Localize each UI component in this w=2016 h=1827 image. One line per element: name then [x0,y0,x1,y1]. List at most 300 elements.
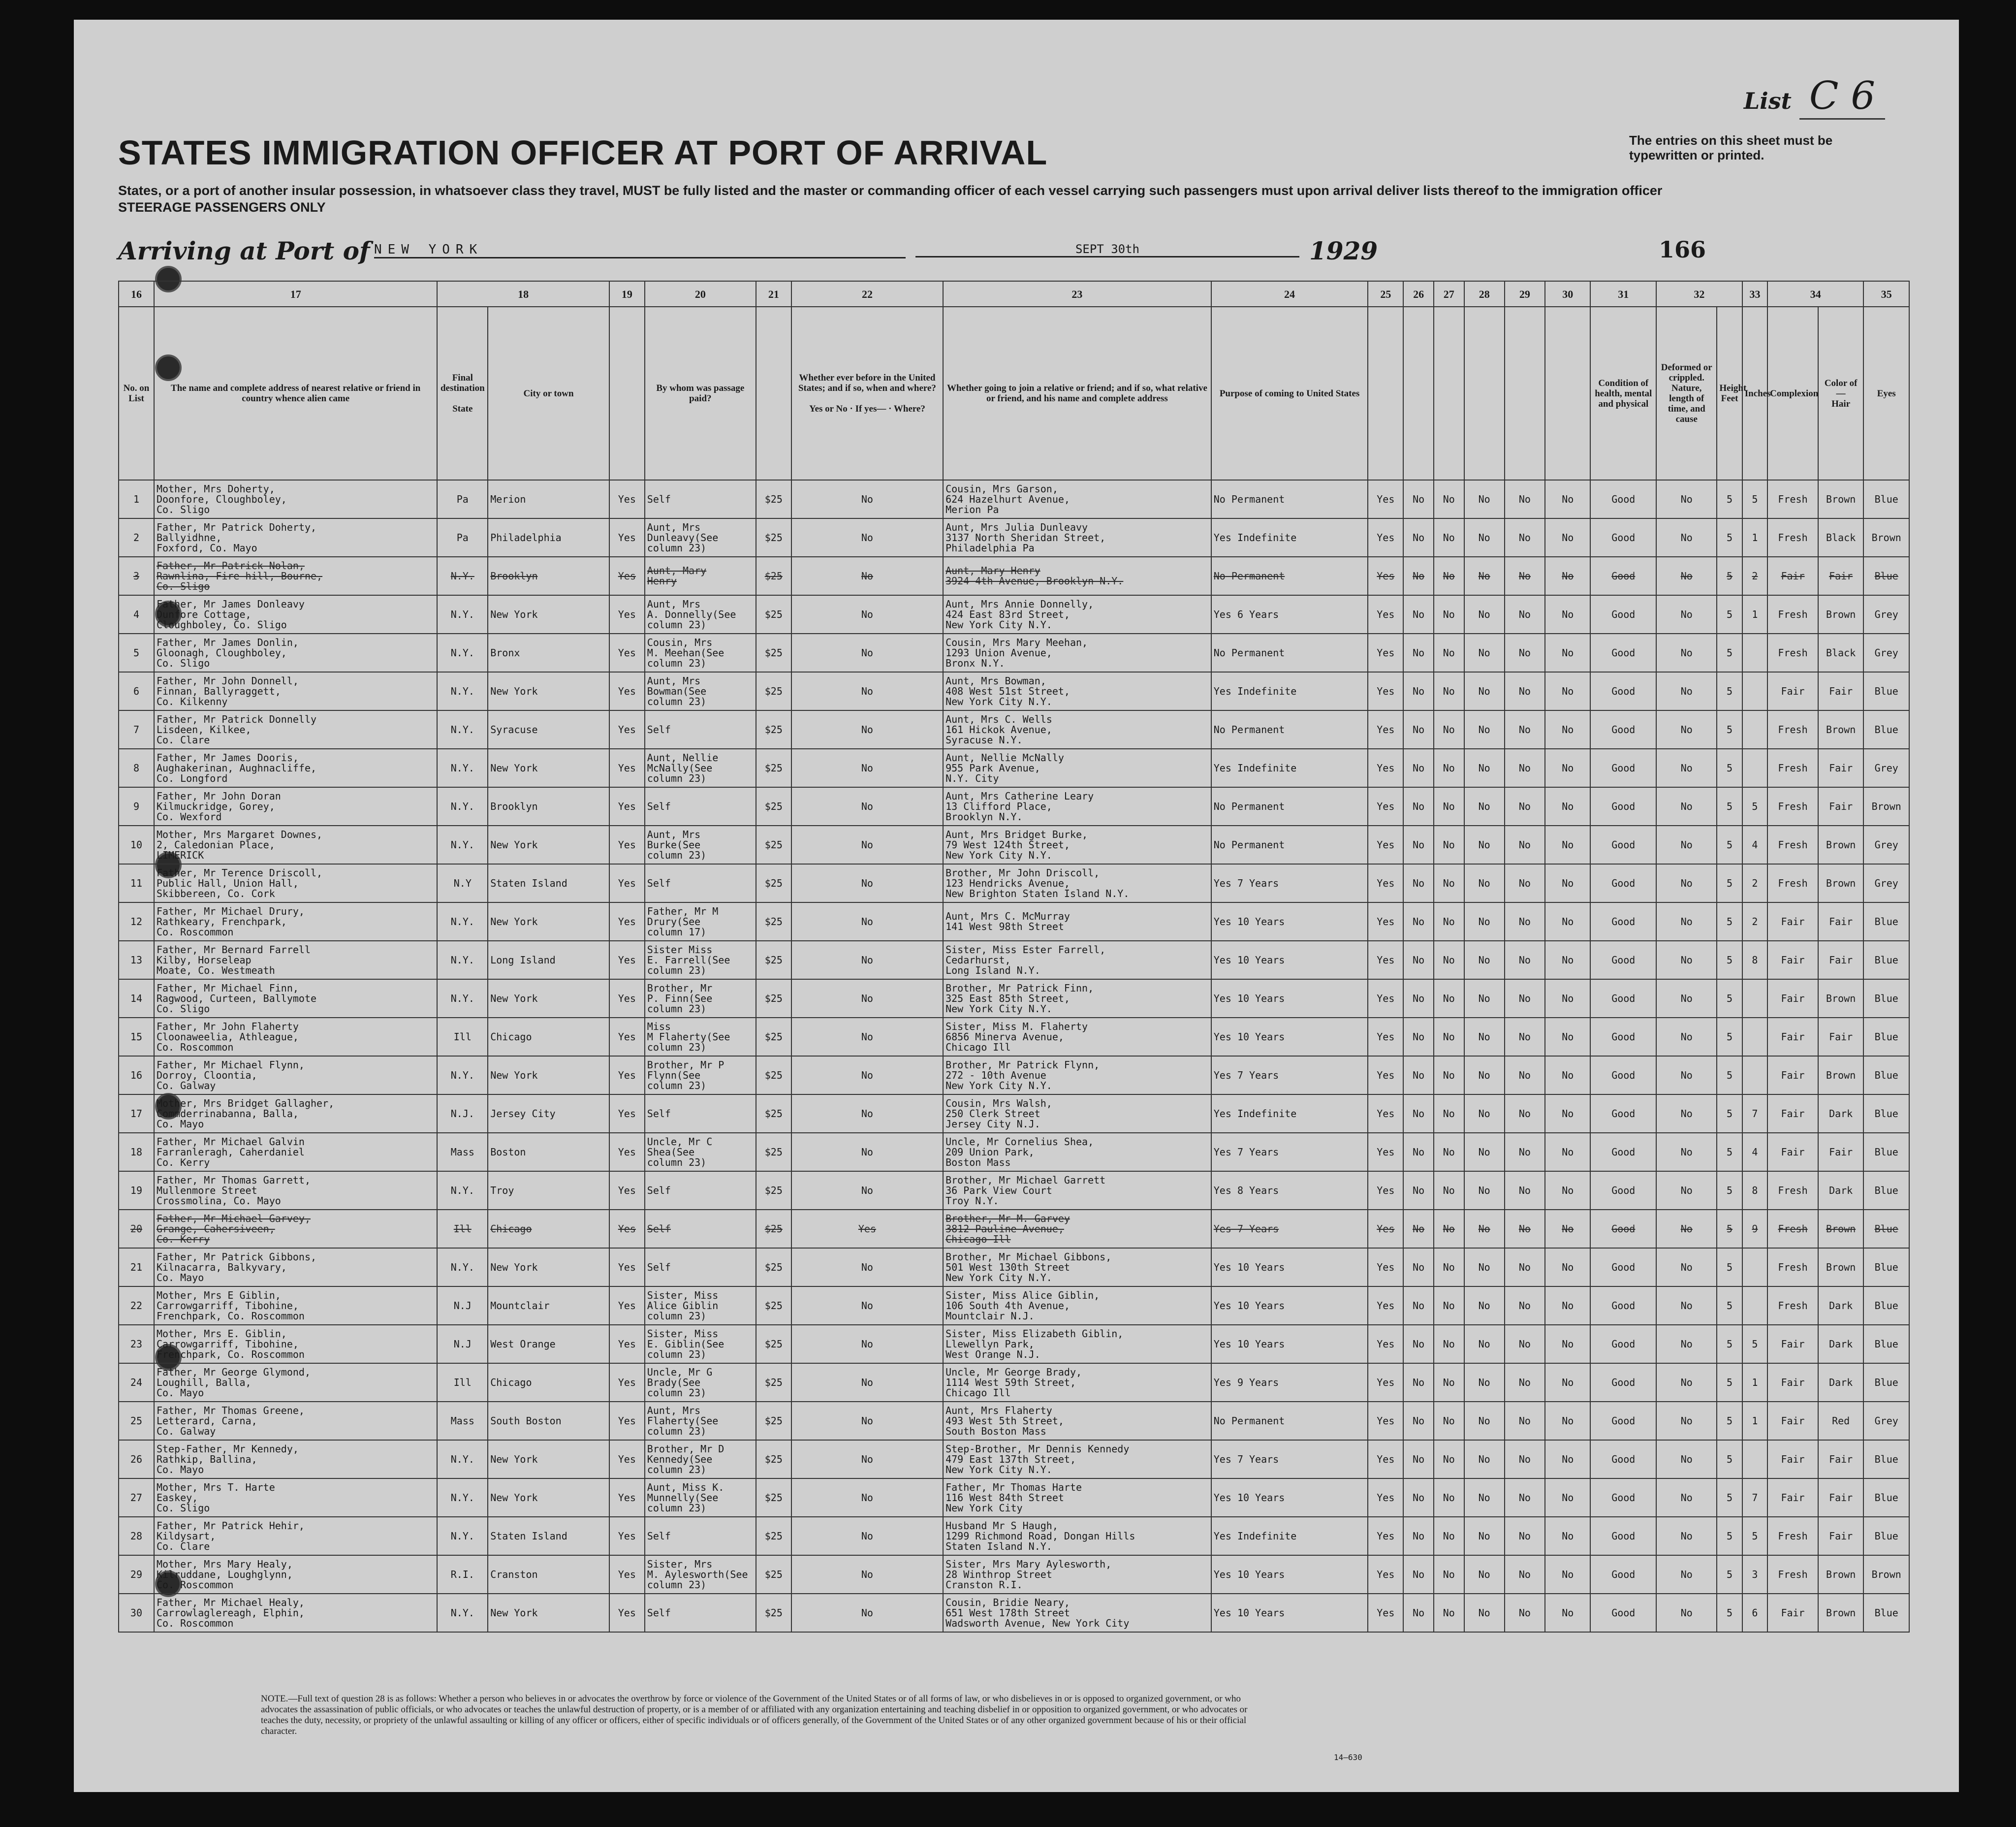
cell-hair: Brown [1818,1594,1863,1632]
cell-c27: No [1434,1594,1464,1632]
cell-no: 5 [119,634,154,672]
cell-intend: Yes [1213,1030,1231,1043]
cell-before: No [791,1478,943,1517]
cell-eyes: Blue [1863,557,1909,595]
cell-deformed: No [1656,864,1717,902]
cell-citizen: Yes [1368,1210,1403,1248]
cell-feet: 5 [1717,1056,1742,1094]
cell-city: Long Island [488,941,609,979]
cell-c27: No [1434,1094,1464,1133]
cell-join: Cousin, Mrs Garson, 624 Hazelhurt Avenue, Merion Pa [943,480,1211,518]
cell-hair: Fair [1818,557,1863,595]
cell-deformed: No [1656,1517,1717,1555]
cell-hair: Fair [1818,941,1863,979]
cell-inches [1742,672,1767,710]
cell-c29: No [1505,1210,1545,1248]
cell-c28: No [1464,787,1505,826]
cell-hair: Brown [1818,979,1863,1018]
cell-c30: No [1545,979,1590,1018]
cell-c29: No [1505,1018,1545,1056]
cell-c26: No [1403,941,1434,979]
cell-state: N.Y. [437,1440,488,1478]
cell-purpose [1211,979,1368,1018]
cell-city: New York [488,749,609,787]
cell-no: 30 [119,1594,154,1632]
cell-health: Good [1590,1402,1656,1440]
cell-length: Permanent [1231,493,1285,505]
cell-before: No [791,1555,943,1594]
cell-c29: No [1505,1133,1545,1171]
cell-c26: No [1403,864,1434,902]
cell-relative: Father, Mr James Donlin, Gloonagh, Cloughboley, Co. Sligo [154,634,438,672]
cell-city: New York [488,979,609,1018]
cell-c27: No [1434,1210,1464,1248]
cell-deformed: No [1656,1210,1717,1248]
cell-c30: No [1545,480,1590,518]
cell-state: Ill [437,1363,488,1402]
cell-purpose [1211,1210,1368,1248]
cell-no: 16 [119,1056,154,1094]
cell-intend: No [1213,646,1226,659]
cell-purpose [1211,1402,1368,1440]
instructions-text: States, or a port of another insular possession, in whatsoever class they travel, MUST be fully listed and the master or commanding officer of each vessel carrying such passengers must upon arrival deliver lists thereof to the immigration officer [118,183,1663,198]
cell-inches: 1 [1742,595,1767,634]
cell-c26: No [1403,1517,1434,1555]
cell-relative: Father, Mr Patrick Gibbons, Kilnacarra, Balkyvary, Co. Mayo [154,1248,438,1286]
cell-citizen: Yes [1368,595,1403,634]
cell-feet: 5 [1717,1478,1742,1517]
cell-purpose [1211,557,1368,595]
cell-ticket: Yes [609,1248,645,1286]
cell-health: Good [1590,634,1656,672]
cell-c30: No [1545,1363,1590,1402]
cell-money: $25 [756,941,791,979]
cell-intend: Yes [1213,1184,1231,1196]
cell-citizen: Yes [1368,1248,1403,1286]
cell-c30: No [1545,1286,1590,1325]
cell-before: No [791,1171,943,1210]
cell-inches [1742,979,1767,1018]
table-row [119,1325,1909,1363]
port-name: NEW YORK [374,242,906,258]
cell-relative: Father, Mr George Glymond, Loughill, Balla, Co. Mayo [154,1363,438,1402]
cell-purpose [1211,1018,1368,1056]
cell-intend: Yes [1213,685,1231,697]
cell-c26: No [1403,1325,1434,1363]
cell-eyes: Blue [1863,1094,1909,1133]
cell-paid: Self [645,710,756,749]
cell-paid: Aunt, Mrs Bowman(See column 23) [645,672,756,710]
cell-money: $25 [756,1325,791,1363]
cell-complexion: Fair [1767,979,1818,1018]
cell-no: 29 [119,1555,154,1594]
cell-join: Uncle, Mr George Brady, 1114 West 59th Street, Chicago Ill [943,1363,1211,1402]
cell-hair: Fair [1818,1133,1863,1171]
cell-feet: 5 [1717,634,1742,672]
cell-length: 10 Years [1237,954,1285,966]
cell-c30: No [1545,1440,1590,1478]
cell-c28: No [1464,1440,1505,1478]
cell-c29: No [1505,1517,1545,1555]
cell-c27: No [1434,902,1464,941]
cell-before: Yes [791,1210,943,1248]
cell-ticket: Yes [609,1402,645,1440]
cell-length: Indefinite [1237,762,1297,774]
cell-health: Good [1590,1056,1656,1094]
cell-join: Aunt, Mrs Annie Donnelly, 424 East 83rd Street, New York City N.Y. [943,595,1211,634]
cell-feet: 5 [1717,1133,1742,1171]
cell-join: Husband Mr S Haugh, 1299 Richmond Road, Dongan Hills Staten Island N.Y. [943,1517,1211,1555]
cell-purpose [1211,826,1368,864]
cell-complexion: Fresh [1767,864,1818,902]
cell-paid: Self [645,1171,756,1210]
cell-no: 21 [119,1248,154,1286]
cell-c27: No [1434,1478,1464,1517]
cell-money: $25 [756,595,791,634]
cell-intend: Yes [1213,1107,1231,1120]
instructions [118,182,1673,216]
cell-c30: No [1545,1133,1590,1171]
cell-city: New York [488,902,609,941]
cell-inches: 8 [1742,1171,1767,1210]
cell-money: $25 [756,1018,791,1056]
cell-purpose [1211,1478,1368,1517]
cell-complexion: Fresh [1767,749,1818,787]
cell-money: $25 [756,1402,791,1440]
typewritten-note: The entries on this sheet must be typewritten or printed. [1629,133,1833,162]
cell-feet: 5 [1717,979,1742,1018]
cell-c26: No [1403,710,1434,749]
cell-c28: No [1464,710,1505,749]
cell-feet: 5 [1717,1555,1742,1594]
cell-c30: No [1545,672,1590,710]
cell-length: 10 Years [1237,1030,1285,1043]
cell-ticket: Yes [609,1286,645,1325]
cell-no: 26 [119,1440,154,1478]
cell-c28: No [1464,672,1505,710]
cell-c30: No [1545,1056,1590,1094]
table-row [119,480,1909,518]
cell-ticket: Yes [609,1555,645,1594]
cell-length: 10 Years [1237,992,1285,1004]
table-row [119,1094,1909,1133]
cell-paid: Self [645,1248,756,1286]
cell-c28: No [1464,1286,1505,1325]
cell-state: N.Y. [437,902,488,941]
cell-relative: Father, Mr Patrick Donnelly Lisdeen, Kilkee, Co. Clare [154,710,438,749]
cell-relative: Father, Mr John Donnell, Finnan, Ballyraggett, Co. Kilkenny [154,672,438,710]
cell-citizen: Yes [1368,1286,1403,1325]
cell-c28: No [1464,864,1505,902]
cell-deformed: No [1656,480,1717,518]
cell-health: Good [1590,595,1656,634]
cell-relative: Father, Mr Michael Galvin Farranleragh, Caherdaniel Co. Kerry [154,1133,438,1171]
cell-health: Good [1590,826,1656,864]
cell-before: No [791,902,943,941]
cell-before: No [791,979,943,1018]
cell-ticket: Yes [609,1517,645,1555]
cell-citizen: Yes [1368,1018,1403,1056]
cell-ticket: Yes [609,1018,645,1056]
column-number: 25 [1368,281,1403,307]
cell-feet: 5 [1717,787,1742,826]
cell-health: Good [1590,1517,1656,1555]
cell-join: Aunt, Mrs Bridget Burke, 79 West 124th Street, New York City N.Y. [943,826,1211,864]
cell-inches [1742,1286,1767,1325]
cell-city: New York [488,1594,609,1632]
cell-feet: 5 [1717,595,1742,634]
cell-intend: No [1213,1414,1226,1427]
cell-money: $25 [756,787,791,826]
cell-inches: 3 [1742,1555,1767,1594]
cell-join: Aunt, Mrs Flaherty 493 West 5th Street, South Boston Mass [943,1402,1211,1440]
cell-citizen: Yes [1368,1171,1403,1210]
cell-deformed: No [1656,518,1717,557]
cell-eyes: Blue [1863,1210,1909,1248]
cell-c26: No [1403,902,1434,941]
cell-c26: No [1403,672,1434,710]
cell-money: $25 [756,480,791,518]
cell-join: Step-Brother, Mr Dennis Kennedy 479 East 137th Street, New York City N.Y. [943,1440,1211,1478]
cell-c29: No [1505,1171,1545,1210]
cell-deformed: No [1656,710,1717,749]
table-row [119,1248,1909,1286]
cell-c28: No [1464,1363,1505,1402]
cell-c26: No [1403,1248,1434,1286]
cell-c30: No [1545,941,1590,979]
cell-complexion: Fair [1767,941,1818,979]
cell-inches [1742,1018,1767,1056]
cell-health: Good [1590,710,1656,749]
cell-c26: No [1403,1594,1434,1632]
cell-feet: 5 [1717,480,1742,518]
table-row [119,1440,1909,1478]
cell-feet: 5 [1717,1171,1742,1210]
cell-health: Good [1590,1018,1656,1056]
cell-health: Good [1590,518,1656,557]
cell-before: No [791,1286,943,1325]
cell-relative: Father, Mr Terence Driscoll, Public Hall, Union Hall, Skibbereen, Co. Cork [154,864,438,902]
table-row [119,979,1909,1018]
cell-state: Mass [437,1402,488,1440]
cell-complexion: Fresh [1767,595,1818,634]
cell-length: Permanent [1231,723,1285,736]
cell-city: Chicago [488,1210,609,1248]
cell-paid: Self [645,1094,756,1133]
cell-join: Sister, Miss Elizabeth Giblin, Llewellyn Park, West Orange N.J. [943,1325,1211,1363]
cell-c28: No [1464,749,1505,787]
cell-c27: No [1434,595,1464,634]
cell-feet: 5 [1717,1594,1742,1632]
cell-money: $25 [756,1210,791,1248]
cell-c29: No [1505,749,1545,787]
header-complexion: Complexion [1767,307,1818,480]
cell-c26: No [1403,1440,1434,1478]
cell-ticket: Yes [609,902,645,941]
cell-health: Good [1590,672,1656,710]
cell-complexion: Fair [1767,1594,1818,1632]
cell-inches [1742,1440,1767,1478]
cell-c30: No [1545,826,1590,864]
cell-deformed: No [1656,672,1717,710]
cell-health: Good [1590,1210,1656,1248]
cell-complexion: Fresh [1767,634,1818,672]
cell-eyes: Grey [1863,595,1909,634]
cell-c26: No [1403,1363,1434,1402]
cell-feet: 5 [1717,1325,1742,1363]
cell-state: Pa [437,480,488,518]
cell-ticket: Yes [609,1210,645,1248]
cell-state: Mass [437,1133,488,1171]
cell-money: $25 [756,710,791,749]
cell-c29: No [1505,634,1545,672]
cell-eyes: Blue [1863,1440,1909,1478]
table-row [119,749,1909,787]
column-number: 24 [1211,281,1368,307]
cell-eyes: Grey [1863,749,1909,787]
cell-eyes: Blue [1863,1171,1909,1210]
cell-inches: 2 [1742,902,1767,941]
table-row [119,1594,1909,1632]
cell-deformed: No [1656,1171,1717,1210]
cell-relative: Father, Mr Thomas Garrett, Mullenmore Street Crossmolina, Co. Mayo [154,1171,438,1210]
cell-purpose [1211,480,1368,518]
cell-deformed: No [1656,941,1717,979]
header-joining: Whether going to join a relative or friend; and if so, what relative or friend, and his name and complete address [943,307,1211,480]
page-title: STATES IMMIGRATION OFFICER AT PORT OF ARRIVAL [118,133,1048,172]
cell-purpose [1211,595,1368,634]
cell-c27: No [1434,557,1464,595]
cell-no: 22 [119,1286,154,1325]
cell-relative: Step-Father, Mr Kennedy, Rathkip, Ballina, Co. Mayo [154,1440,438,1478]
cell-length: Permanent [1231,800,1285,812]
header-c29 [1505,307,1545,480]
list-number [1744,74,1885,118]
cell-c26: No [1403,1478,1434,1517]
cell-c27: No [1434,634,1464,672]
cell-c28: No [1464,1325,1505,1363]
cell-no: 9 [119,787,154,826]
cell-state: N.Y. [437,1478,488,1517]
cell-ticket: Yes [609,518,645,557]
cell-deformed: No [1656,1133,1717,1171]
cell-c26: No [1403,1018,1434,1056]
cell-join: Brother, Mr Michael Gibbons, 501 West 130th Street New York City N.Y. [943,1248,1211,1286]
cell-deformed: No [1656,1286,1717,1325]
cell-before: No [791,826,943,864]
column-number: 28 [1464,281,1505,307]
cell-paid: Aunt, Mrs Flaherty(See column 23) [645,1402,756,1440]
cell-purpose [1211,1171,1368,1210]
cell-ticket: Yes [609,1440,645,1478]
cell-ticket: Yes [609,941,645,979]
cell-health: Good [1590,1286,1656,1325]
cell-deformed: No [1656,1248,1717,1286]
cell-health: Good [1590,557,1656,595]
cell-no: 4 [119,595,154,634]
cell-state: N.Y. [437,1248,488,1286]
column-number: 26 [1403,281,1434,307]
header-list-number: No. on List [119,307,154,480]
cell-hair: Fair [1818,749,1863,787]
cell-c27: No [1434,710,1464,749]
cell-city: Brooklyn [488,557,609,595]
cell-paid: Aunt, Mrs A. Donnelly(See column 23) [645,595,756,634]
cell-state: Ill [437,1210,488,1248]
cell-complexion: Fair [1767,1056,1818,1094]
cell-intend: No [1213,723,1226,736]
cell-hair: Brown [1818,595,1863,634]
cell-ticket: Yes [609,1171,645,1210]
cell-c28: No [1464,595,1505,634]
cell-money: $25 [756,864,791,902]
cell-complexion: Fair [1767,1478,1818,1517]
column-number: 17 [154,281,438,307]
cell-ticket: Yes [609,979,645,1018]
cell-purpose [1211,1517,1368,1555]
cell-citizen: Yes [1368,1094,1403,1133]
cell-intend: Yes [1213,1376,1231,1388]
cell-ticket: Yes [609,710,645,749]
cell-intend: Yes [1213,1491,1231,1504]
cell-c29: No [1505,1478,1545,1517]
cell-c30: No [1545,1517,1590,1555]
cell-inches: 7 [1742,1094,1767,1133]
cell-eyes: Blue [1863,1133,1909,1171]
header-feet: Feet [1721,393,1738,404]
cell-c28: No [1464,1018,1505,1056]
cell-c29: No [1505,1440,1545,1478]
cell-no: 25 [119,1402,154,1440]
cell-health: Good [1590,1555,1656,1594]
cell-paid: Aunt, Mary Henry [645,557,756,595]
cell-join: Brother, Mr Michael Garrett 36 Park View Court Troy N.Y. [943,1171,1211,1210]
column-number: 33 [1742,281,1767,307]
cell-citizen: Yes [1368,480,1403,518]
cell-complexion: Fresh [1767,1286,1818,1325]
cell-deformed: No [1656,787,1717,826]
table-row [119,557,1909,595]
cell-paid: Aunt, Miss K. Munnelly(See column 23) [645,1478,756,1517]
cell-eyes: Blue [1863,1363,1909,1402]
cell-c30: No [1545,864,1590,902]
cell-money: $25 [756,1478,791,1517]
cell-citizen: Yes [1368,1440,1403,1478]
cell-relative: Father, Mr John Doran Kilmuckridge, Gorey, Co. Wexford [154,787,438,826]
cell-feet: 5 [1717,1210,1742,1248]
cell-purpose [1211,787,1368,826]
cell-paid: Self [645,787,756,826]
cell-c30: No [1545,787,1590,826]
header-ticket [609,307,645,480]
table-row [119,1363,1909,1402]
cell-length: 10 Years [1237,1261,1285,1273]
cell-state: N.Y. [437,787,488,826]
cell-city: New York [488,672,609,710]
cell-deformed: No [1656,979,1717,1018]
cell-citizen: Yes [1368,864,1403,902]
cell-relative: Father, Mr John Flaherty Cloonaweelia, Athleague, Co. Roscommon [154,1018,438,1056]
cell-purpose [1211,864,1368,902]
cell-inches: 5 [1742,1517,1767,1555]
cell-relative: Father, Mr Michael Drury, Rathkeary, Frenchpark, Co. Roscommon [154,902,438,941]
cell-before: No [791,1402,943,1440]
cell-citizen: Yes [1368,749,1403,787]
cell-c27: No [1434,1286,1464,1325]
cell-health: Good [1590,1133,1656,1171]
cell-eyes: Blue [1863,902,1909,941]
cell-c29: No [1505,979,1545,1018]
